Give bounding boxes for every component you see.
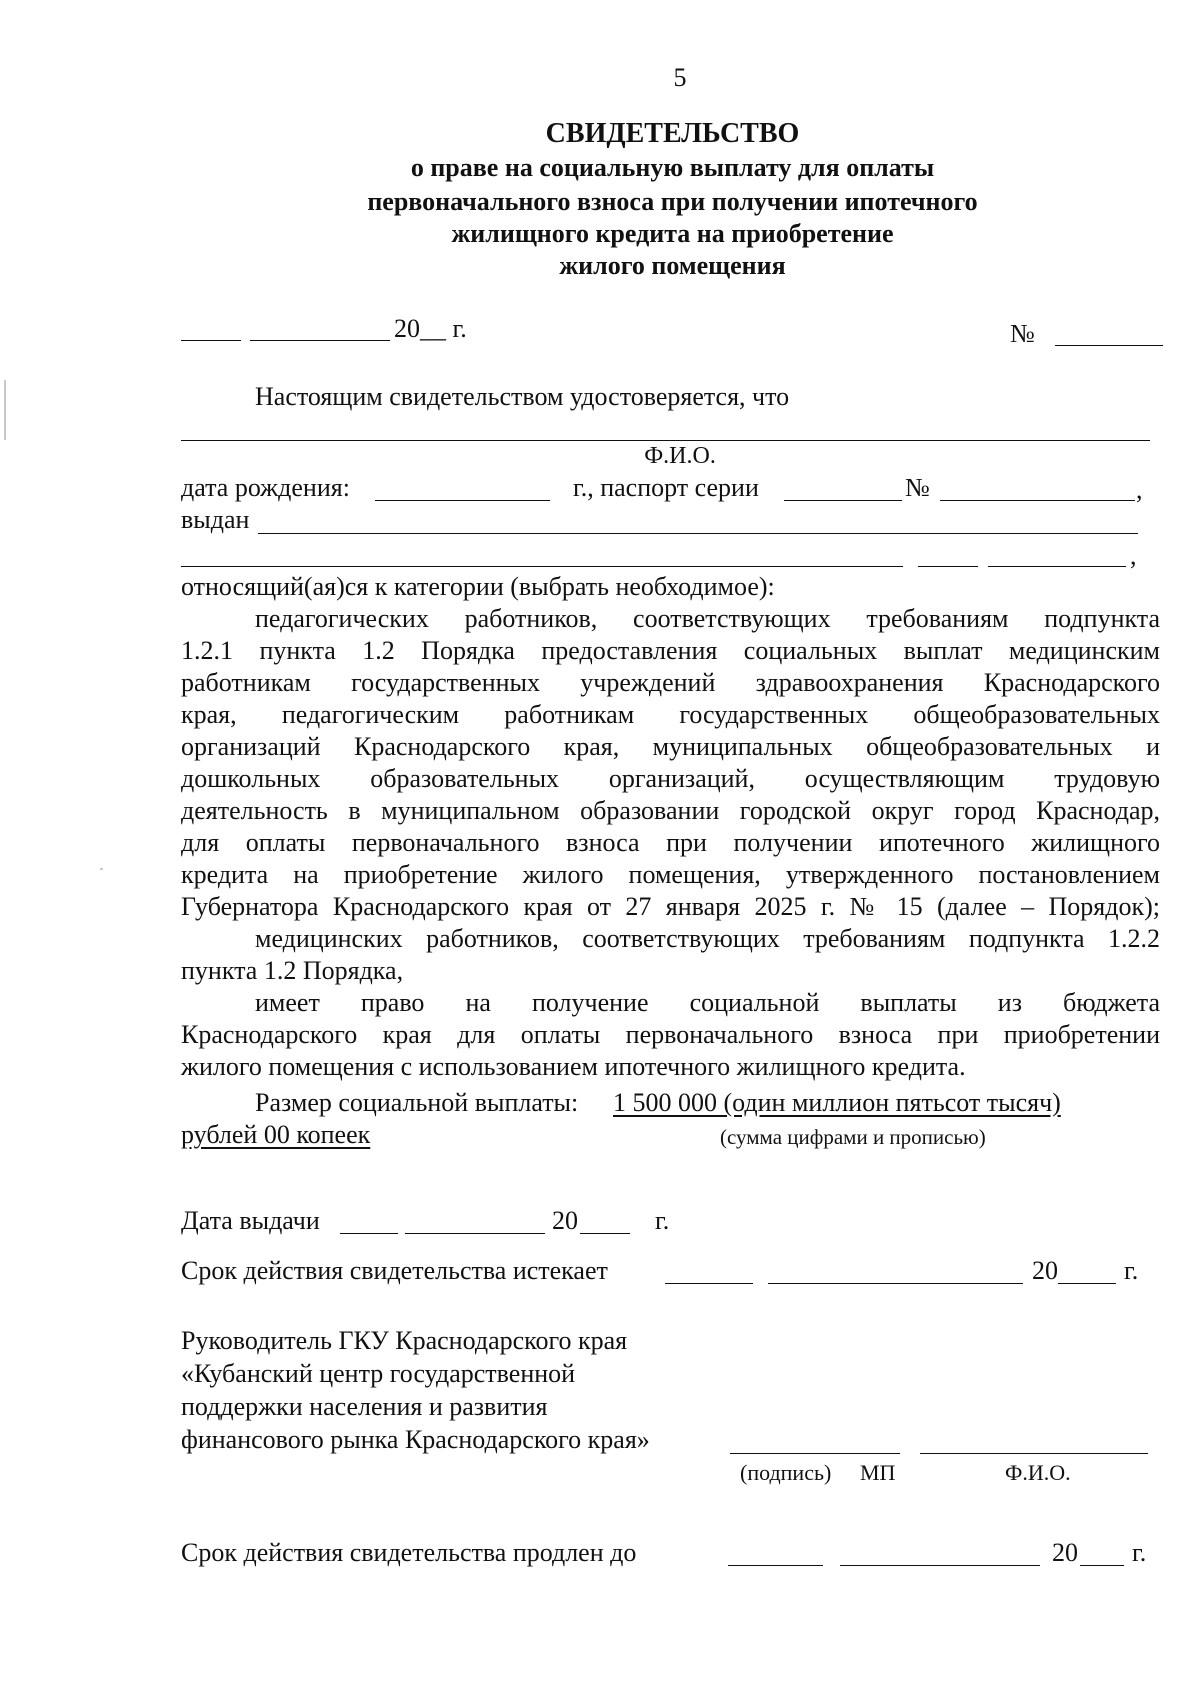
paragraph1-line: педагогических работников, соответствующих требованиям подпункта: [255, 604, 1160, 633]
paragraph1-line: 1.2.1 пункта 1.2 Порядка предоставления социальных выплат медицинским: [181, 636, 1160, 665]
certificate-number-blank[interactable]: [1055, 345, 1163, 346]
expiry-year-blank[interactable]: [1058, 1283, 1116, 1284]
extension-day-blank[interactable]: [728, 1565, 823, 1566]
passport-series-blank[interactable]: [784, 500, 902, 501]
paragraph3-line: Краснодарского края для оплаты первоначального взноса при приобретении: [181, 1020, 1160, 1049]
issued-by-blank[interactable]: [258, 533, 1138, 534]
issue-date-day-blank[interactable]: [340, 1233, 398, 1234]
paragraph2-line: медицинских работников, соответствующих требованиям подпункта 1.2.2: [255, 924, 1160, 953]
paragraph1-line: края, педагогическим работникам государственных общеобразовательных: [181, 700, 1160, 729]
seal-caption: МП: [860, 1460, 896, 1485]
issue-date-month-blank[interactable]: [405, 1233, 545, 1234]
expiry-year: 20: [1032, 1256, 1058, 1285]
paragraph1-line: кредита на приобретение жилого помещения, утвержденного постановлением: [181, 860, 1160, 889]
issue-date-suffix: г.: [655, 1206, 670, 1235]
extension-month-blank[interactable]: [840, 1565, 1040, 1566]
scan-mark: [4, 380, 6, 440]
signature-caption: (подпись): [740, 1460, 832, 1485]
issue-day-blank[interactable]: [918, 566, 978, 567]
document-subtitle-line: первоначального взноса при получении ипотечного: [367, 187, 978, 216]
document-subtitle-line: о праве на социальную выплату для оплаты: [410, 153, 935, 182]
paragraph1-line: организаций Краснодарского края, муниципальных общеобразовательных и: [181, 732, 1160, 761]
issued-label: выдан: [181, 505, 250, 534]
number-sign: №: [1010, 319, 1035, 348]
scan-mark: [100, 868, 103, 870]
extension-suffix: г.: [1132, 1538, 1147, 1567]
intro-text: Настоящим свидетельством удостоверяется, что: [255, 382, 790, 411]
extension-year-blank[interactable]: [1080, 1565, 1124, 1566]
expiry-label: Срок действия свидетельства истекает: [181, 1256, 608, 1285]
issued-by-blank-2[interactable]: [181, 566, 903, 567]
payment-amount: 1 500 000 (один миллион пятьсот тысяч): [613, 1088, 1061, 1117]
expiry-day-blank[interactable]: [665, 1283, 753, 1284]
date-day-blank[interactable]: [181, 340, 241, 341]
passport-number-blank[interactable]: [940, 500, 1135, 501]
birth-date-label: дата рождения:: [181, 473, 350, 502]
issue-date-year-blank[interactable]: [580, 1233, 630, 1234]
payment-label: Размер социальной выплаты:: [255, 1088, 579, 1117]
passport-series-label: г., паспорт серии: [573, 473, 759, 502]
paragraph1-line: для оплаты первоначального взноса при получении ипотечного жилищного: [181, 828, 1160, 857]
director-title-line: финансового рынка Краснодарского края»: [181, 1425, 650, 1454]
passport-number-sign: №: [905, 473, 930, 502]
expiry-month-blank[interactable]: [768, 1283, 1023, 1284]
date-year: 20__ г.: [394, 314, 467, 343]
director-title-line: поддержки населения и развития: [181, 1392, 548, 1421]
paragraph1-line: деятельность в муниципальном образовании городской округ город Краснодар,: [181, 796, 1160, 825]
director-fio-caption: Ф.И.О.: [1005, 1460, 1071, 1485]
category-intro: относящий(ая)ся к категории (выбрать необходимое):: [181, 572, 775, 601]
date-month-blank[interactable]: [250, 340, 390, 341]
document-subtitle-line: жилого помещения: [559, 251, 786, 280]
document-title: СВИДЕТЕЛЬСТВО: [545, 118, 800, 149]
page-number: 5: [673, 63, 687, 92]
director-fio-blank[interactable]: [920, 1453, 1148, 1454]
birth-line-comma: ,: [1136, 475, 1143, 504]
payment-amount-words: рублей 00 копеек: [181, 1120, 371, 1149]
director-title-line: «Кубанский центр государственной: [181, 1359, 576, 1388]
payment-caption: (сумма цифрами и прописью): [720, 1125, 986, 1149]
trailing-comma: ,: [1130, 541, 1137, 570]
paragraph1-line: работникам государственных учреждений здравоохранения Краснодарского: [181, 668, 1160, 697]
issue-date-year: 20: [552, 1206, 578, 1235]
issue-month-blank[interactable]: [988, 566, 1126, 567]
paragraph1-line: Губернатора Краснодарского края от 27 января 2025 г. № 15 (далее – Порядок);: [181, 892, 1160, 921]
paragraph3-line: жилого помещения с использованием ипотечного жилищного кредита.: [181, 1052, 966, 1081]
extension-label: Срок действия свидетельства продлен до: [181, 1538, 637, 1567]
fio-blank[interactable]: [181, 440, 1150, 441]
issue-date-label: Дата выдачи: [181, 1206, 320, 1235]
paragraph1-line: дошкольных образовательных организаций, осуществляющим трудовую: [181, 764, 1160, 793]
signature-blank[interactable]: [730, 1453, 900, 1454]
document-subtitle-line: жилищного кредита на приобретение: [451, 219, 894, 248]
expiry-suffix: г.: [1124, 1256, 1139, 1285]
birth-date-blank[interactable]: [375, 500, 550, 501]
director-title-line: Руководитель ГКУ Краснодарского края: [181, 1326, 628, 1355]
paragraph3-line: имеет право на получение социальной выплаты из бюджета: [255, 988, 1160, 1017]
fio-caption: Ф.И.О.: [644, 443, 716, 469]
paragraph2-line: пункта 1.2 Порядка,: [181, 956, 404, 985]
extension-year: 20: [1052, 1538, 1078, 1567]
